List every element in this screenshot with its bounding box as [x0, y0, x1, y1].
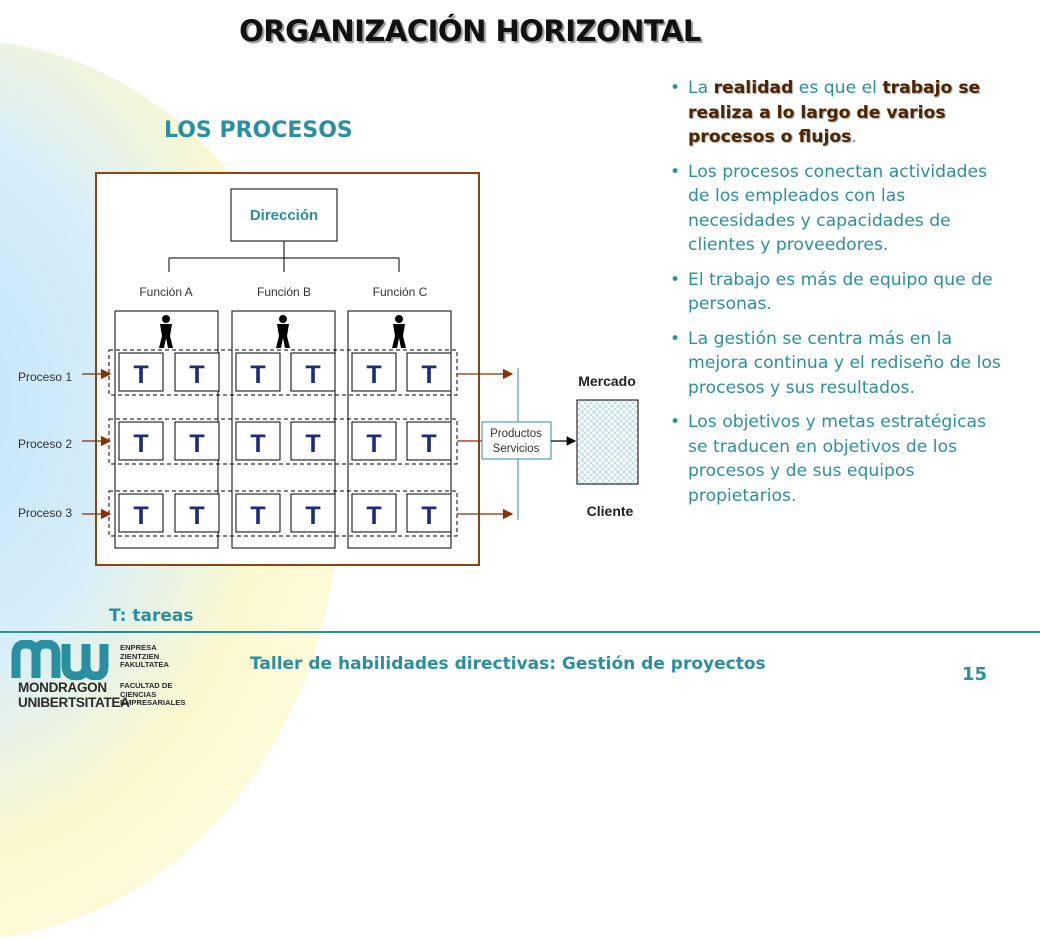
funcion-b-label: Función B: [256, 285, 312, 299]
cliente-label: Cliente: [586, 503, 634, 519]
proceso-1-label: Proceso 1: [18, 370, 73, 384]
bullet-item: [668, 268, 1008, 317]
bullet-text: Los procesos conectan actividades de los empleados con las necesidades y capacidades de clientes y proveedores.: [688, 161, 988, 255]
bullet-highlight-text: realidad: [713, 78, 794, 98]
bullet-list: [668, 76, 1008, 518]
servicios-label: Servicios: [492, 443, 540, 455]
task-letter: T: [421, 361, 437, 389]
task-letter: T: [366, 430, 382, 458]
bullet-text: La gestión se centra más en la mejora continua y el rediseño de los procesos y sus resultados.: [688, 328, 1001, 398]
logo-university-name: MONDRAGON UNIBERTSITATEA: [18, 680, 130, 710]
mondragon-logo: [10, 640, 210, 718]
productos-label: Productos: [490, 428, 542, 440]
task-letter: T: [133, 430, 149, 458]
task-letter: T: [421, 502, 437, 530]
proceso-3-label: Proceso 3: [18, 506, 73, 520]
bullet-text: La: [688, 78, 714, 98]
bullet-text: El trabajo es más de equipo que de personas.: [688, 269, 993, 314]
task-letter: T: [305, 430, 321, 458]
task-letter: T: [250, 361, 266, 389]
slide-title: ORGANIZACIÓN HORIZONTAL: [239, 14, 701, 48]
footer-course-title: Taller de habilidades directivas: Gestión de proyectos: [250, 654, 766, 674]
task-letter: T: [133, 502, 149, 530]
bullet-text: Los objetivos y metas estratégicas se traducen en objetivos de los procesos y de sus equipos propietarios.: [688, 412, 987, 506]
task-letter: T: [189, 430, 205, 458]
task-letter: T: [133, 361, 149, 389]
bullet-text: .: [851, 127, 857, 147]
legend-tareas: T: tareas: [109, 606, 194, 626]
task-letter: T: [189, 361, 205, 389]
task-letter: T: [250, 430, 266, 458]
bullet-item: [668, 76, 1008, 150]
proceso-2-label: Proceso 2: [18, 437, 73, 451]
mu-logo-mark: [10, 640, 110, 680]
bullet-item: [668, 327, 1008, 401]
footer-divider: [0, 631, 1040, 633]
mercado-box: [577, 400, 638, 484]
mercado-label: Mercado: [578, 373, 636, 389]
task-letter: T: [421, 430, 437, 458]
direccion-label: Dirección: [249, 207, 319, 224]
bullet-item: [668, 410, 1008, 508]
bullet-highlight-text: trabajo se realiza a lo largo de varios procesos o flujos: [688, 78, 981, 147]
logo-faculty-basque: ENPRESA ZIENTZIEN FAKULTATEA: [120, 643, 169, 670]
slide-subtitle: LOS PROCESOS: [164, 118, 353, 143]
task-letter: T: [366, 502, 382, 530]
logo-faculty-spanish: FACULTAD DE CIENCIAS EMPRESARIALES: [120, 681, 186, 708]
task-letter: T: [189, 502, 205, 530]
task-letter: T: [305, 502, 321, 530]
task-letter: T: [250, 502, 266, 530]
funcion-c-label: Función C: [372, 285, 428, 299]
funcion-a-label: Función A: [139, 285, 193, 299]
task-letter: T: [366, 361, 382, 389]
process-diagram: [0, 160, 660, 580]
bullet-text: es que el: [793, 78, 883, 98]
task-letter: T: [305, 361, 321, 389]
page-number: 15: [962, 664, 988, 685]
bullet-item: [668, 160, 1008, 258]
